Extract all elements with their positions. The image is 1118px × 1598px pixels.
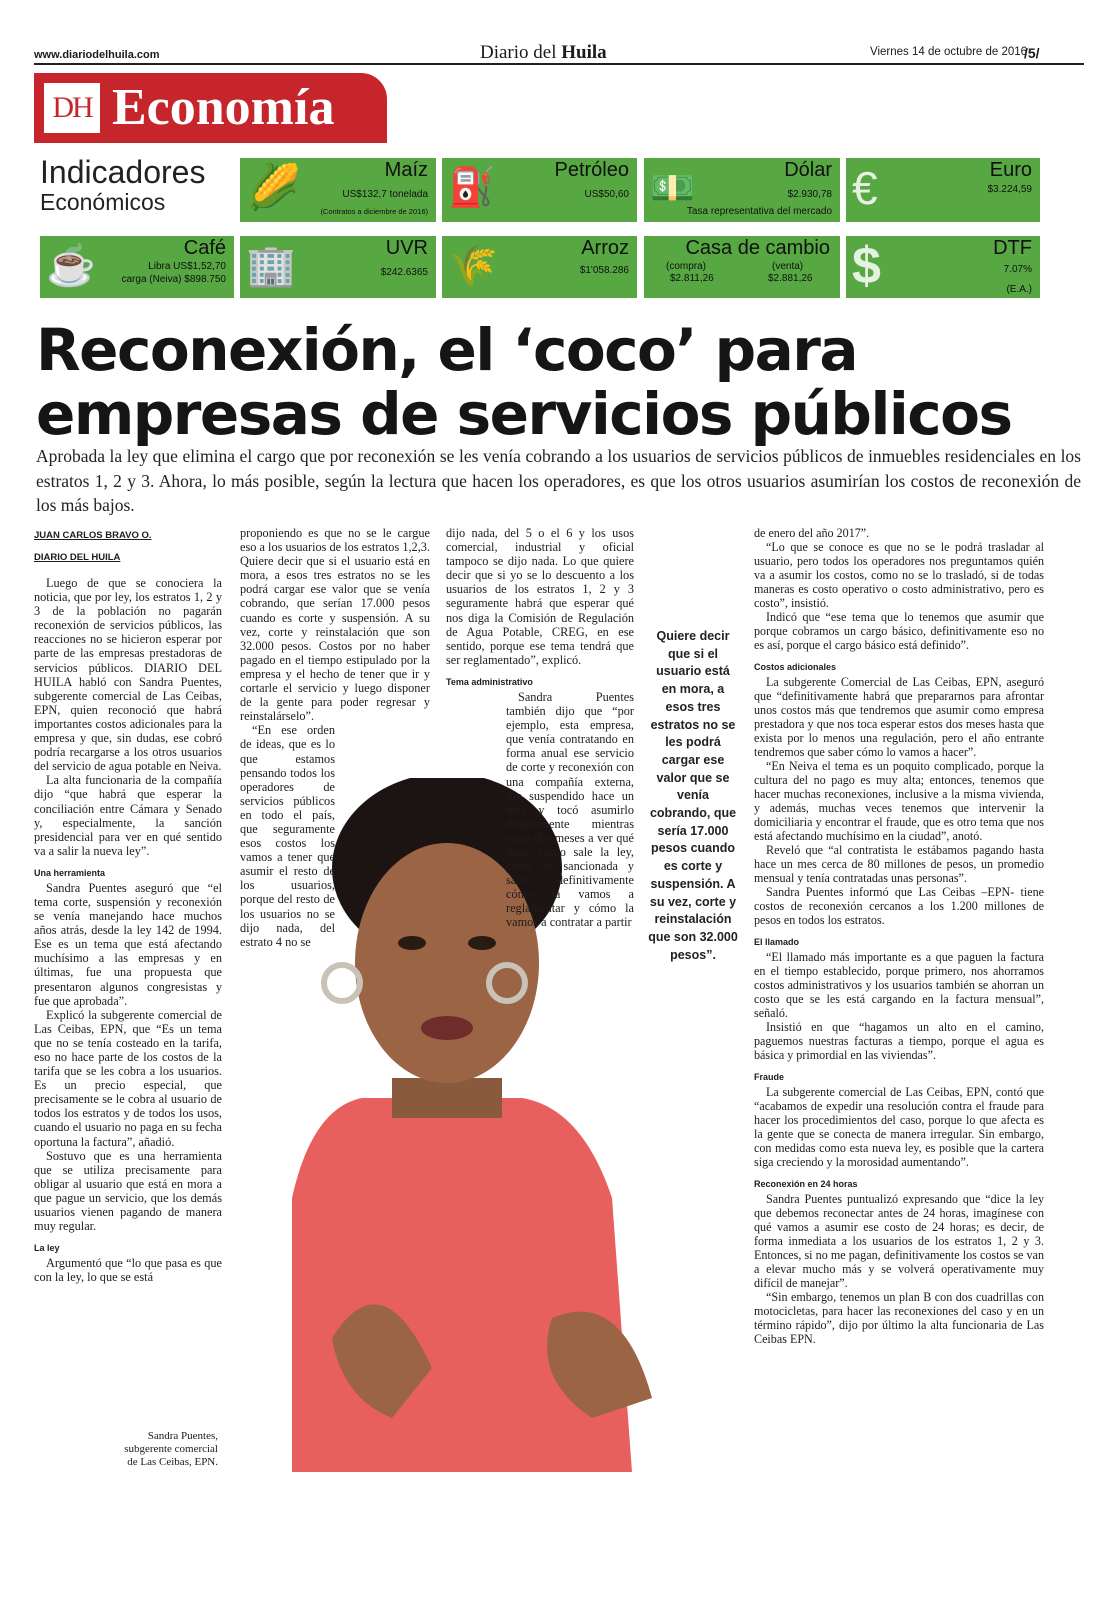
indicator-petroleo <box>442 158 637 222</box>
dollar-sign-icon: $ <box>852 237 881 295</box>
subheading: Fraude <box>754 1072 785 1082</box>
indicator-name: Arroz <box>581 237 629 259</box>
oil-rig-icon: ⛽ <box>448 167 496 209</box>
header-rule <box>34 63 1084 65</box>
neck <box>392 1078 502 1118</box>
paragraph: La alta funcionaria de la compañía dijo “que habrá que esperar la conciliación entre Cámara y Senado y, especialmente, la sanción presidencial para ver en qué sentido va a salir la nueva ley”. <box>34 773 222 858</box>
paragraph: Reveló que “al contratista le estábamos pagando hasta hace un mes cerca de 80 millones de pesos, un promedio mensual y tenía contratadas unas personas”. <box>754 843 1044 885</box>
byline: JUAN CARLOS BRAVO O. <box>34 530 152 541</box>
buildings-icon: 🏢 <box>246 244 296 288</box>
headline <box>36 318 1096 446</box>
subheading: Una herramienta <box>34 867 106 878</box>
subheading: La ley <box>34 1243 60 1254</box>
indicator-name: UVR <box>385 237 428 259</box>
paragraph: Sandra Puentes aseguró que “el tema corte, suspensión y reconexión se venía manejando hace muchos años atrás, desde la ley 142 de 1994. Ese es un tema que está afectando muchísimo a las empresas y en últimas, fue una propuesta que presentaron algunos congresistas y fue que aprobada”. <box>34 880 222 1008</box>
indicators-title-line2: Económicos <box>40 189 166 215</box>
indicator-dtf <box>846 236 1040 298</box>
subheading: Reconexión en 24 horas <box>754 1179 858 1189</box>
indicator-name: Casa de cambio <box>685 237 830 259</box>
euro-icon: € <box>852 162 878 214</box>
indicator-name: Euro <box>989 159 1032 181</box>
indicator-value: $2.930,78 <box>787 189 832 200</box>
indicator-value: US$50,60 <box>584 189 629 200</box>
corn-icon: 🌽 <box>246 163 301 212</box>
paragraph: de enero del año 2017”. <box>754 526 870 540</box>
page-number: /5/ <box>1024 45 1040 61</box>
indicator-note: (Contratos a diciembre de 2016) <box>320 207 428 216</box>
paragraph: proponiendo es que no se le cargue eso a los usuarios de los estratos 1,2,3. Quiere decir que si el usuario está en mora, a esos tres estratos no se les podrá cargar ese valor que se venía cobrando, que serían 17.000 pesos cuando es corte y suspensión. A su vez, corte y reinstalación que son 32.000 pesos. Costos por no haber pagado en el tiempo estipulado por la empresa y el hecho de tener que ir y cortarle el servicio y luego disponer de la gente para poder regresar y reinstalárselo”. <box>240 526 430 724</box>
coffee-cup-icon: ☕ <box>46 244 96 288</box>
paragraph: “Sin embargo, tenemos un plan B con dos cuadrillas con motocicletas, para hacer las reconexiones del caso y en un término rápido”, dijo por último la alta funcionaria de Las Ceibas EPN. <box>754 1290 1044 1346</box>
website-url[interactable]: www.diariodelhuila.com <box>34 49 160 61</box>
paragraph: “En Neiva el tema es un poquito complicado, porque la cultura del no pago es muy alta; entonces, tenemos que hacer muchas reconexiones, inclusive a la misma vivienda, y además, muchas veces tenemos que intervenir la domiciliaria y encontrar el fraude, que es otro tema que nos está afectando muchísimo en la ciudad”, anotó. <box>754 759 1044 843</box>
indicator-cafe <box>40 236 234 298</box>
rice-icon: 🌾 <box>448 244 498 288</box>
indicator-value: carga (Neiva) $898.750 <box>121 274 226 285</box>
subheading: El llamado <box>754 937 800 947</box>
paragraph: Sandra Puentes también dijo que “por ejemplo, esta empresa, que venía contratando en forma anual ese servicio de corte y reconexión con una compañía externa, fue suspendido hace un mes y tocó asumirlo directamente mientras estos dos meses a ver qué pasa, cómo sale la ley, cómo es sancionada y saber definitivamente cómo la vamos a reglamentar y cómo la vamos a contratar a partir <box>506 689 634 930</box>
paragraph: dijo nada, del 5 o el 6 y los usos comercial, industrial y oficial tampoco se dijo nada. Lo que quiere decir que si yo se lo descuento a los usuarios de los estratos 1, 2 y 3 seguramente habrá que esperar qué nos diga la Comisión de Regulación de Agua Potable, CREG, en ese sentido, porque ese tema tendrá que ser reglamentado”, explicó. <box>446 526 634 667</box>
pull-quote: Quiere decir que si el usuario está en mora, a esos tres estratos no se les podrá cargar ese valor que se venía cobrando, que sería 17.000 pesos cuando es corte y suspensión. A su vez, corte y reinstalación que son 32.000 pesos”. <box>648 629 738 962</box>
dress <box>292 1098 632 1472</box>
compra-value: $2.811,26 <box>670 273 714 284</box>
indicator-value: 7.07% <box>1003 264 1032 275</box>
caption-line: de Las Ceibas, EPN. <box>127 1456 218 1468</box>
paragraph: “Lo que se conoce es que no se le podrá trasladar al usuario, pero todos los operadores nos preguntamos quién va a asumir los costos, como no se lo trasladó, si de todas maneras es costo operativo o costo administrativo, pero es costo”, insistió. <box>754 540 1044 610</box>
paper-name <box>480 42 607 64</box>
paragraph: Indicó que “ese tema que lo tenemos que asumir que porque cobramos un cargo básico, definitivamente eso no es así, porque el cargo básico está definido”. <box>754 610 1044 652</box>
paragraph: Sandra Puentes informó que Las Ceibas –EPN- tiene costos de reconexión cercanos a los 1.200 millones de pesos en todos los estratos. <box>754 885 1044 927</box>
paragraph: La subgerente comercial de Las Ceibas, EPN, contó que “acabamos de expedir una resolución contra el fraude para hacer los procedimientos del caso, porque lo que afecta es la gente que se conecta de manera irregular. Sin embargo, con medidas como esta nueva ley, es posible que la cartera siga creciendo y la morosidad aumentando”. <box>754 1085 1044 1169</box>
indicators-title-line1: Indicadores <box>40 154 206 190</box>
article-column-2 <box>240 526 430 949</box>
paragraph: Sandra Puentes puntualizó expresando que “dice la ley que debemos reconectar antes de 24 horas, imagínese con qué vamos a asumir ese costo de 24 horas; es decir, de forma inmediata a los usuarios de los estratos 1, 2 y 3. Entonces, si no me pagan, definitivamente los costos se van a elevar mucho más y se volverá operativamente muy difícil de manejar”. <box>754 1192 1044 1290</box>
indicators-title <box>40 155 205 215</box>
headline-line1: Reconexión, el ‘coco’ para <box>36 316 858 384</box>
paragraph: Explicó la subgerente comercial de Las Ceibas, EPN, que “Es un tema que no se tenía costeado en la tarifa, eso no hace parte de los costos de la tarifa que se les cobra a los usuarios. Es un precio especial, que precisamente se le cobra al usuario de todos los estratos y de todos los usos, cuando el usuario no paga en su fecha oportuna la factura”, añadió. <box>34 1007 222 1149</box>
indicator-name: Maíz <box>384 159 428 181</box>
indicator-value: $3.224,59 <box>987 184 1032 195</box>
indicator-arroz <box>442 236 637 298</box>
article-column-4 <box>754 526 1044 1346</box>
compra-label: (compra) <box>666 261 707 272</box>
indicator-value: $242.6365 <box>380 267 428 278</box>
indicator-euro <box>846 158 1040 222</box>
indicator-note: Tasa representativa del mercado <box>686 206 832 217</box>
article-column-3 <box>446 526 634 930</box>
indicator-name: DTF <box>993 237 1032 259</box>
indicator-uvr <box>240 236 436 298</box>
paper-name-bold: Huila <box>561 42 607 63</box>
dollar-bills-icon: 💵 <box>650 167 695 208</box>
venta-value: $2.881,26 <box>768 273 813 284</box>
indicator-casa-de-cambio <box>644 236 840 298</box>
headline-line2: empresas de servicios públicos <box>36 380 1012 448</box>
venta-label: (venta) <box>772 261 804 272</box>
caption-line: Sandra Puentes, <box>147 1430 218 1442</box>
article-column-1 <box>34 530 222 1284</box>
indicator-maiz <box>240 158 436 222</box>
lede: Aprobada la ley que elimina el cargo que por reconexión se les venía cobrando a los usuarios de servicios públicos de inmuebles residenciales en los estratos 1, 2 y 3. Ahora, lo más posible, según la lectura que hacen los operadores, es que los otros usuarios asumirían los costos de reconexión de los más bajos. <box>36 446 1081 515</box>
paragraph: Luego de que se conociera la noticia, que por ley, los estratos 1, 2 y 3 de la población no pagarán reconexión de servicios públicos, las reacciones no se hicieron esperar por parte de las empresas prestadoras de servicios públicos. DIARIO DEL HUILA habló con Sandra Puentes, subgerente comercial de Las Ceibas, EPN, quien reconoció que habrá importantes costos adicionales para la empresa y que, sin dudas, ese cobró podría recargarse a los otros usuarios del servicio de agua potable en Neiva. <box>34 576 222 774</box>
section-title: Economía <box>112 79 335 136</box>
indicator-name: Petróleo <box>554 159 629 181</box>
paragraph: Sostuvo que es una herramienta que se utiliza precisamente para obligar al usuario que está en mora a que pague un servicio, que los demás usuarios vienen pagando de manera muy regular. <box>34 1148 222 1234</box>
indicator-value: US$132,7 tonelada <box>342 189 428 200</box>
caption-line: subgerente comercial <box>124 1443 218 1455</box>
paragraph: Argumentó que “lo que pasa es que con la ley, lo que se está <box>34 1256 222 1285</box>
paper-name-prefix: Diario del <box>480 42 562 63</box>
indicator-value: $1'058.286 <box>579 265 629 276</box>
indicator-name: Café <box>183 237 226 259</box>
paragraph: “En ese orden de ideas, que es lo que estamos pensando todos los operadores de servicios públicos en todo el país, que seguramente esos costos los vamos a tener que asumir el resto de los usuarios, porque del resto de los usuarios no se dijo nada, del estrato 4 no se <box>240 723 335 949</box>
indicator-dolar <box>644 158 840 222</box>
indicator-name: Dólar <box>784 159 832 181</box>
issue-date: Viernes 14 de octubre de 2016 <box>870 46 1028 58</box>
dh-logo: DH <box>44 83 100 133</box>
subheading: Costos adicionales <box>754 662 837 672</box>
indicator-value: Libra US$1,52,70 <box>148 261 226 272</box>
outlet: DIARIO DEL HUILA <box>34 552 121 563</box>
subheading: Tema administrativo <box>446 676 533 687</box>
indicator-note: (E.A.) <box>1006 284 1032 295</box>
paragraph: La subgerente Comercial de Las Ceibas, EPN, aseguró que “definitivamente habrá que prepararnos para afrontar unos costos más que tendremos que asumir como empresa prestadora y que nos toca esperar estos dos meses hasta que exista por lo menos una regulación, pero el año entrante tendremos que saber cómo lo vamos a hacer”. <box>754 675 1044 759</box>
paragraph: Insistió en que “hagamos un alto en el camino, paguemos nuestras facturas a tiempo, porque el agua es básica y primordial en las viviendas”. <box>754 1020 1044 1062</box>
paragraph: “El llamado más importante es a que paguen la factura en el tiempo establecido, porque primero, nos ahorramos costos administrativos y los usuarios también se ahorran un costo que se les está cargando en la factura mensual”, señaló. <box>754 950 1044 1020</box>
photo-caption <box>60 1430 218 1469</box>
